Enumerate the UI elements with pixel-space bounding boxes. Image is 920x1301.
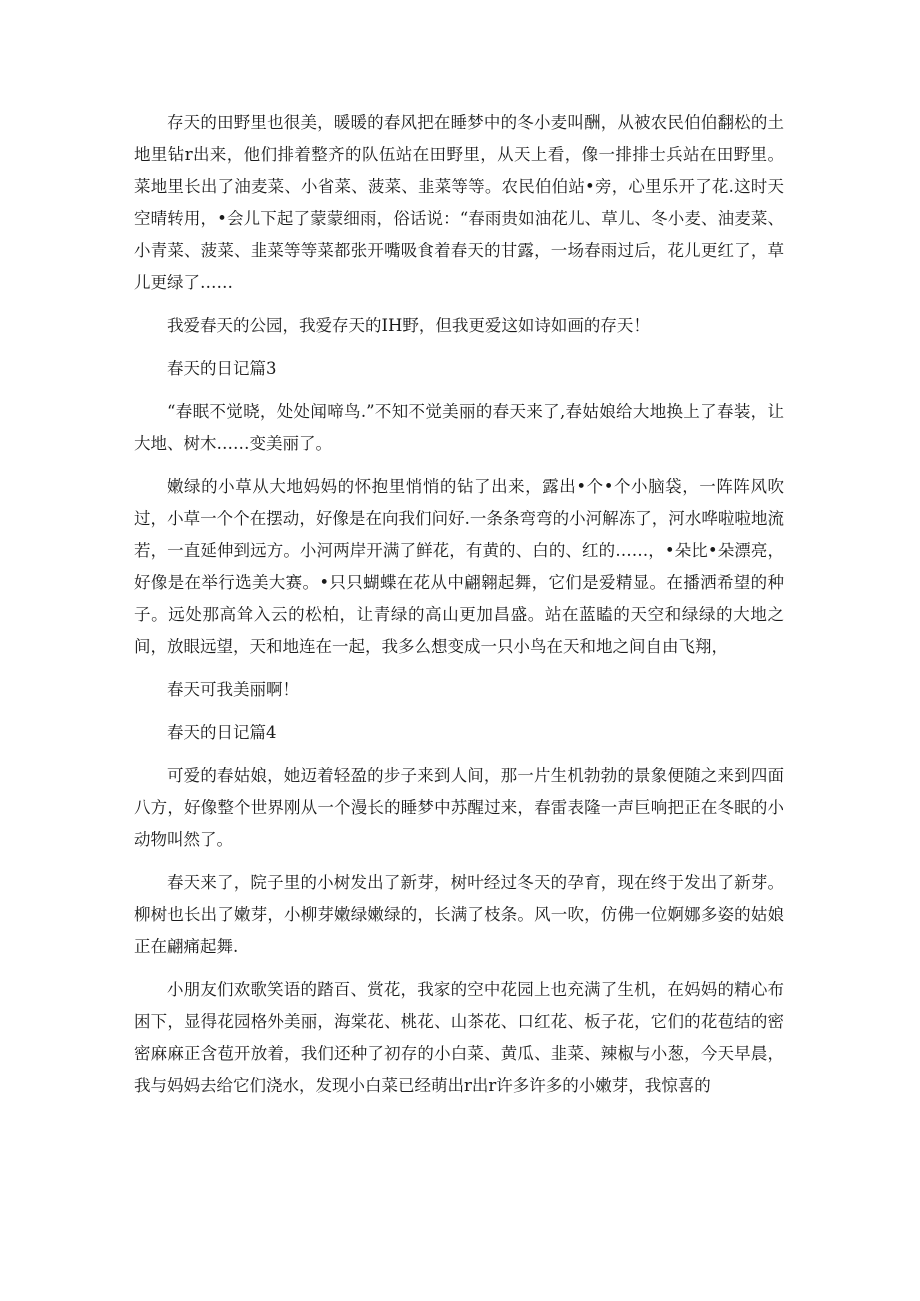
document-body bbox=[134, 107, 784, 1113]
paragraph-spring-girl: 可爱的春姑娘，她迈着轻盈的步子来到人间，那一片生机勃勃的景象便随之来到四面八方，好像整个世界刚从一个漫长的睡梦中苏醒过来，春雷表隆一声巨响把正在冬眠的小动物叫然了。 bbox=[134, 766, 784, 849]
section-heading-4: 春天的日记篇4 bbox=[167, 723, 277, 742]
paragraph-beautiful: 春天可我美丽啊！ bbox=[167, 680, 299, 699]
paragraph-love-spring: 我爱春天的公园，我爱存天的IH野，但我更爱这如诗如画的存天！ bbox=[167, 316, 650, 335]
section-heading-3: 春天的日记篇3 bbox=[167, 359, 277, 378]
paragraph-garden: 小朋友们欢歌笑语的踏百、赏花，我家的空中花园上也充满了生机，在妈妈的精心布困下，显得花园格外美丽，海棠花、桃花、山茶花、口红花、板子花，它们的花苞结的密密麻麻正含苞开放着，我们还种了初存的小白菜、黄瓜、韭菜、辣椒与小葱，今天早晨，我与妈妈去给它们浇水，发现小白菜已经萌出r出r许多许多的小嫩芽，我惊喜的 bbox=[134, 980, 784, 1095]
paragraph-spring-dawn: “春眠不觉晓，处处闻啼鸟.”不知不觉美丽的春天来了,春姑娘给大地换上了春装，让大地、树木……变美丽了。 bbox=[134, 402, 784, 453]
paragraph-fields: 存天的田野里也很美，暖暖的春风把在睡梦中的冬小麦叫酬，从被农民伯伯翻松的土地里钻r出来，他们排着整齐的队伍站在田野里，从天上看，像一排排士兵站在田野里。菜地里长出了油麦菜、小省菜、菠菜、韭菜等等。农民伯伯站•旁，心里乐开了花.这时天空晴转用，•会儿下起了蒙蒙细雨，俗话说：“春雨贵如油花儿、草儿、冬小麦、油麦菜、小青菜、菠菜、韭菜等等菜都张开嘴吸食着春天的甘露，一场春雨过后，花儿更红了，草儿更绿了…… bbox=[134, 113, 784, 292]
paragraph-grass: 嫩绿的小草从大地妈妈的怀抱里悄悄的钻了出来，露出•个•个小脑袋，一阵阵风吹过，小草一个个在摆动，好像是在向我们问好.一条条弯弯的小河解冻了，河水哗啦啦地流若，一直延伸到远方。小河两岸开满了鲜花，有黄的、白的、红的……，•朵比•朵漂亮，好像是在举行选美大赛。•只只蝴蝶在花从中翩翱起舞，它们是爱精显。在播洒希望的种子。远处那高耸入云的松柏，让青绿的高山更加昌盛。站在蓝瞌的天空和绿绿的大地之间，放眼远望，天和地连在一起，我多么想变成一只小鸟在天和地之间自由飞翔， bbox=[134, 477, 784, 656]
paragraph-yard-tree: 春天来了，院子里的小树发出了新芽，树叶经过冬天的孕育，现在终于发出了新芽。柳树也长出了嫩芽，小柳芽嫩绿嫩绿的，长满了枝条。风一吹，仿佛一位婀娜多姿的姑娘正在翩痛起舞. bbox=[134, 873, 784, 956]
